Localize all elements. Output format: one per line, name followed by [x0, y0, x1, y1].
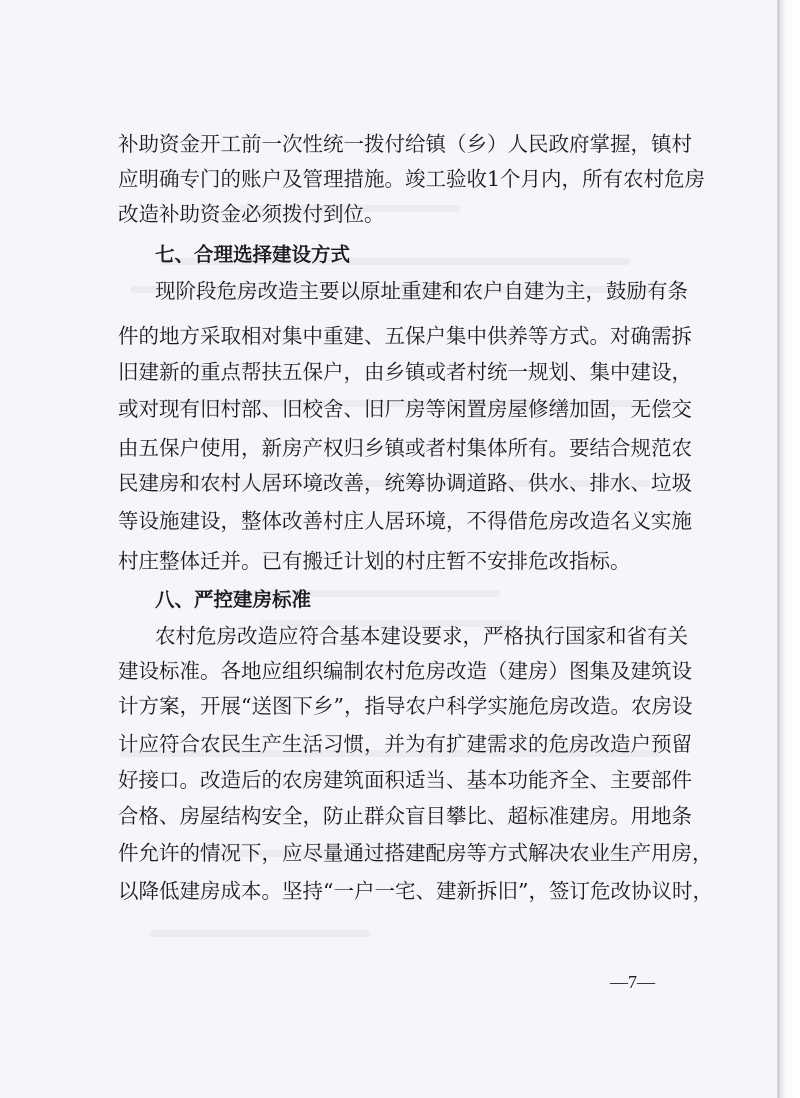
body-line: 计应符合农民生产生活习惯，并为有扩建需求的危房改造户预留 — [118, 732, 692, 756]
page-number: —7— — [610, 972, 655, 992]
body-line: 民建房和农村人居环境改善，统筹协调道路、供水、排水、垃圾 — [118, 471, 692, 495]
body-line: 补助资金开工前一次性统一拨付给镇（乡）人民政府掌握，镇村 — [118, 132, 692, 156]
body-line: 建设标准。各地应组织编制农村危房改造（建房）图集及建筑设 — [118, 659, 692, 683]
body-line: 村庄整体迁并。已有搬迁计划的村庄暂不安排危改指标。 — [118, 549, 631, 573]
body-line: 改造补助资金必须拨付到位。 — [118, 202, 385, 226]
body-line: 合格、房屋结构安全，防止群众盲目攀比、超标准建房。用地条 — [118, 804, 692, 828]
body-line: 计方案，开展“送图下乡”，指导农户科学实施危房改造。农房设 — [118, 694, 693, 718]
body-line: 应明确专门的账户及管理措施。竣工验收1个月内，所有农村危房 — [118, 167, 706, 191]
body-line: 现阶段危房改造主要以原址重建和农户自建为主，鼓励有条 — [155, 279, 688, 303]
body-line: 旧建新的重点帮扶五保户，由乡镇或者村统一规划、集中建设， — [118, 360, 692, 384]
section-heading-8: 八、严控建房标准 — [155, 588, 312, 611]
scan-edge — [778, 0, 800, 1098]
body-line: 件允许的情况下，应尽量通过搭建配房等方式解决农业生产用房， — [118, 841, 713, 865]
body-line: 件的地方采取相对集中重建、五保户集中供养等方式。对确需拆 — [118, 324, 692, 348]
body-line: 农村危房改造应符合基本建设要求，严格执行国家和省有关 — [155, 624, 688, 648]
section-heading-7: 七、合理选择建设方式 — [155, 243, 351, 266]
body-line: 以降低建房成本。坚持“一户一宅、建新拆旧”，签订危改协议时， — [118, 879, 713, 903]
body-line: 由五保户使用，新房产权归乡镇或者村集体所有。要结合规范农 — [118, 436, 692, 460]
body-line: 等设施建设，整体改善村庄人居环境，不得借危房改造名义实施 — [118, 509, 692, 533]
body-line: 或对现有旧村部、旧校舍、旧厂房等闲置房屋修缮加固，无偿交 — [118, 397, 692, 421]
body-line: 好接口。改造后的农房建筑面积适当、基本功能齐全、主要部件 — [118, 768, 692, 792]
